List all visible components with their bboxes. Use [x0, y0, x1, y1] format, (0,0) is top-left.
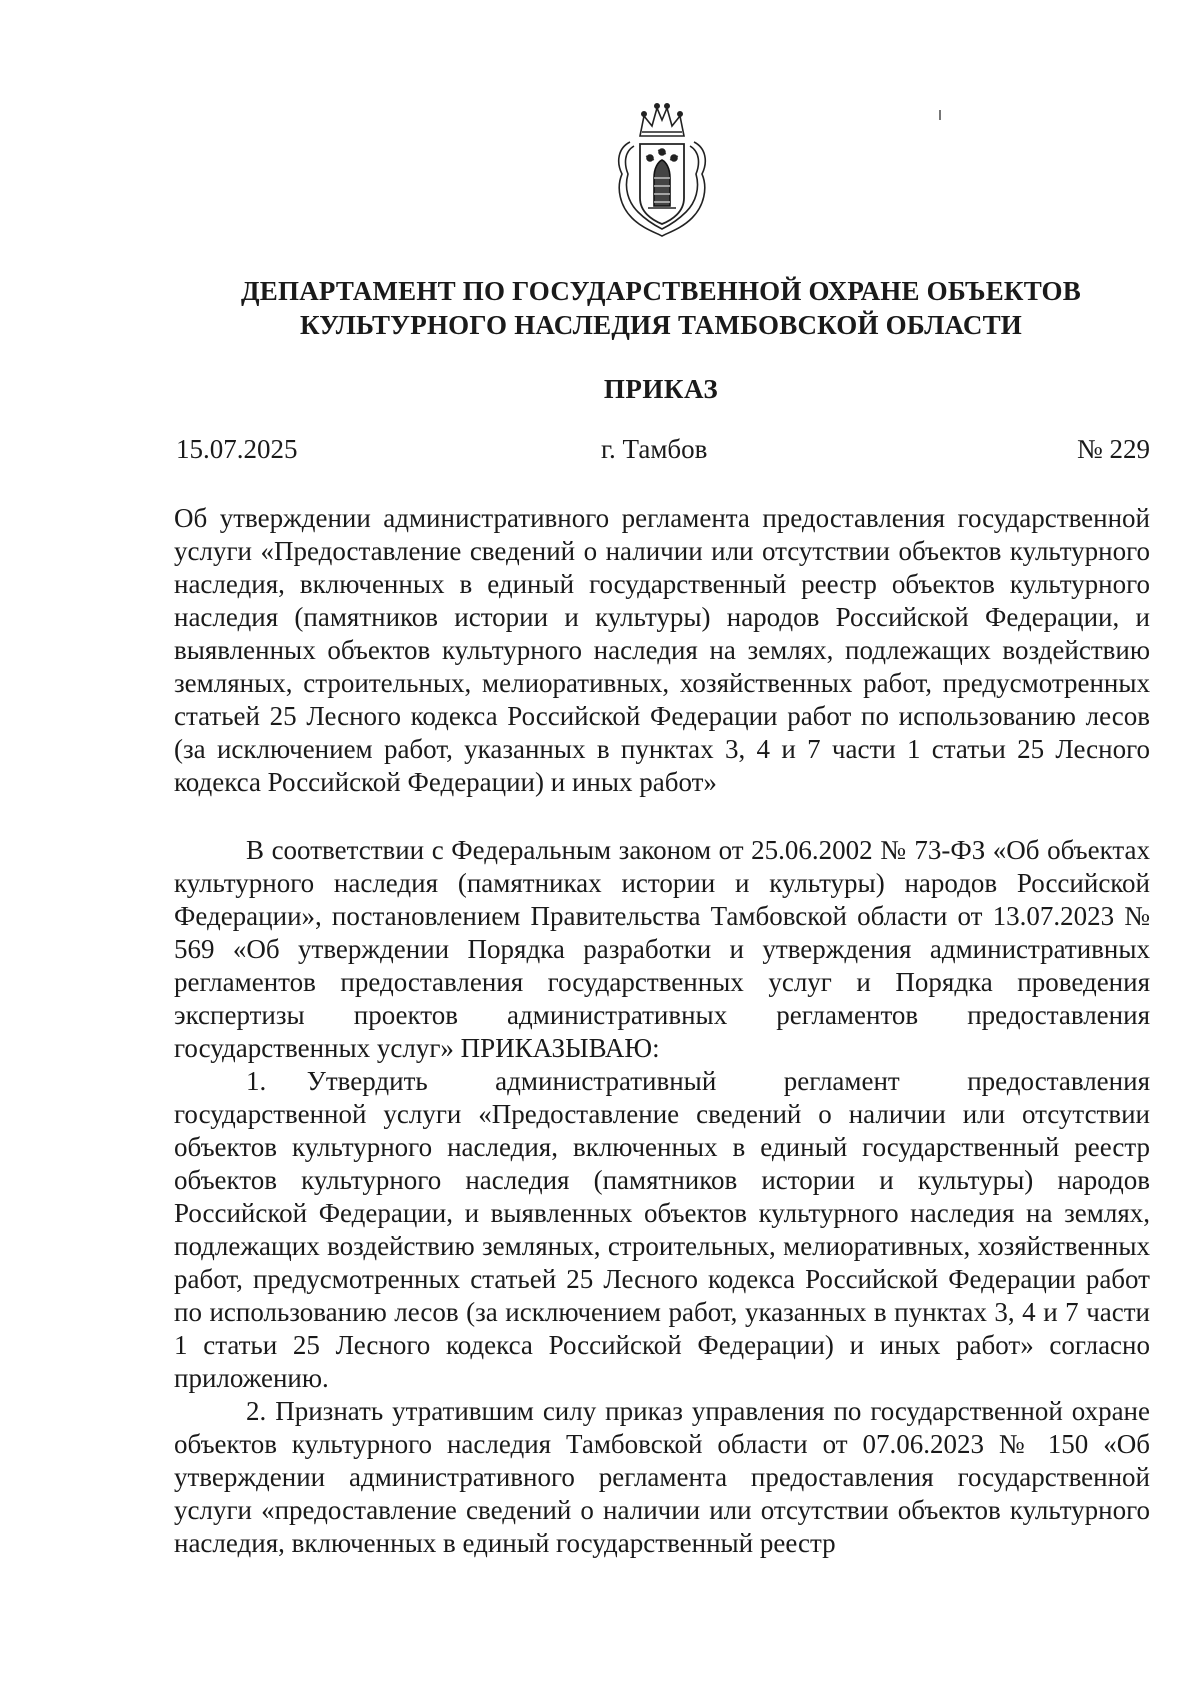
clause-1-number: 1. [246, 1066, 267, 1096]
order-number: № 229 [1076, 434, 1150, 464]
clause-1-paragraph [174, 1065, 1150, 1395]
header-line-1: ДЕПАРТАМЕНТ ПО ГОСУДАРСТВЕННОЙ ОХРАНЕ ОБЪЕКТОВ [241, 276, 1081, 306]
order-city: г. Тамбов [601, 434, 708, 464]
document-body [174, 834, 1150, 1560]
clause-1-text: Утвердить административный регламент предоставления государственной услуги «Предоставление сведений о наличии или отсутствии объектов культурного наследия, включенных в единый государственный реестр объектов культурного наследия (памятников истории и культуры) народов Российской Федерации, и выявленных объектов культурного наследия на землях, подлежащих воздействию земляных, строительных, мелиоративных, хозяйственных работ, предусмотренных статьей 25 Лесного кодекса Российской Федерации работ по использованию лесов (за исключением работ, указанных в пунктах 3, 4 и 7 части 1 статьи 25 Лесного кодекса Российской Федерации) и иных работ» согласно приложению. [174, 1066, 1150, 1393]
preamble-paragraph: В соответствии с Федеральным законом от 25.06.2002 № 73-ФЗ «Об объектах культурного наследия (памятниках истории и культуры) народов Российской Федерации», постановлением Правительства Тамбовской области от 13.07.2023 № 569 «Об утверждении Порядка разработки и утверждения административных регламентов предоставления государственных услуг и Порядка проведения экспертизы проектов административных регламентов предоставления государственных услуг» ПРИКАЗЫВАЮ: [174, 835, 1150, 1063]
coat-of-arms-emblem [610, 102, 714, 240]
order-title: ПРИКАЗ [603, 374, 719, 404]
scan-speck [939, 110, 941, 120]
department-header [170, 274, 1152, 342]
order-date: 15.07.2025 [176, 434, 298, 464]
header-line-2: КУЛЬТУРНОГО НАСЛЕДИЯ ТАМБОВСКОЙ ОБЛАСТИ [300, 310, 1022, 340]
clause-2-paragraph: 2. Признать утратившим силу приказ управления по государственной охране объектов культурного наследия Тамбовской области от 07.06.2023 № 150 «Об утверждении административного регламента предоставления государственной услуги «предоставление сведений о наличии или отсутствии объектов культурного наследия, включенных в единый государственный реестр [174, 1396, 1150, 1558]
document-title: Об утверждении административного регламента предоставления государственной услуги «Предоставление сведений о наличии или отсутствии объектов культурного наследия, включенных в единый государственный реестр объектов культурного наследия (памятников истории и культуры) народов Российской Федерации, и выявленных объектов культурного наследия на землях, подлежащих воздействию земляных, строительных, мелиоративных, хозяйственных работ, предусмотренных статьей 25 Лесного кодекса Российской Федерации работ по использованию лесов (за исключением работ, указанных в пунктах 3, 4 и 7 части 1 статьи 25 Лесного кодекса Российской Федерации) и иных работ» [174, 503, 1150, 797]
